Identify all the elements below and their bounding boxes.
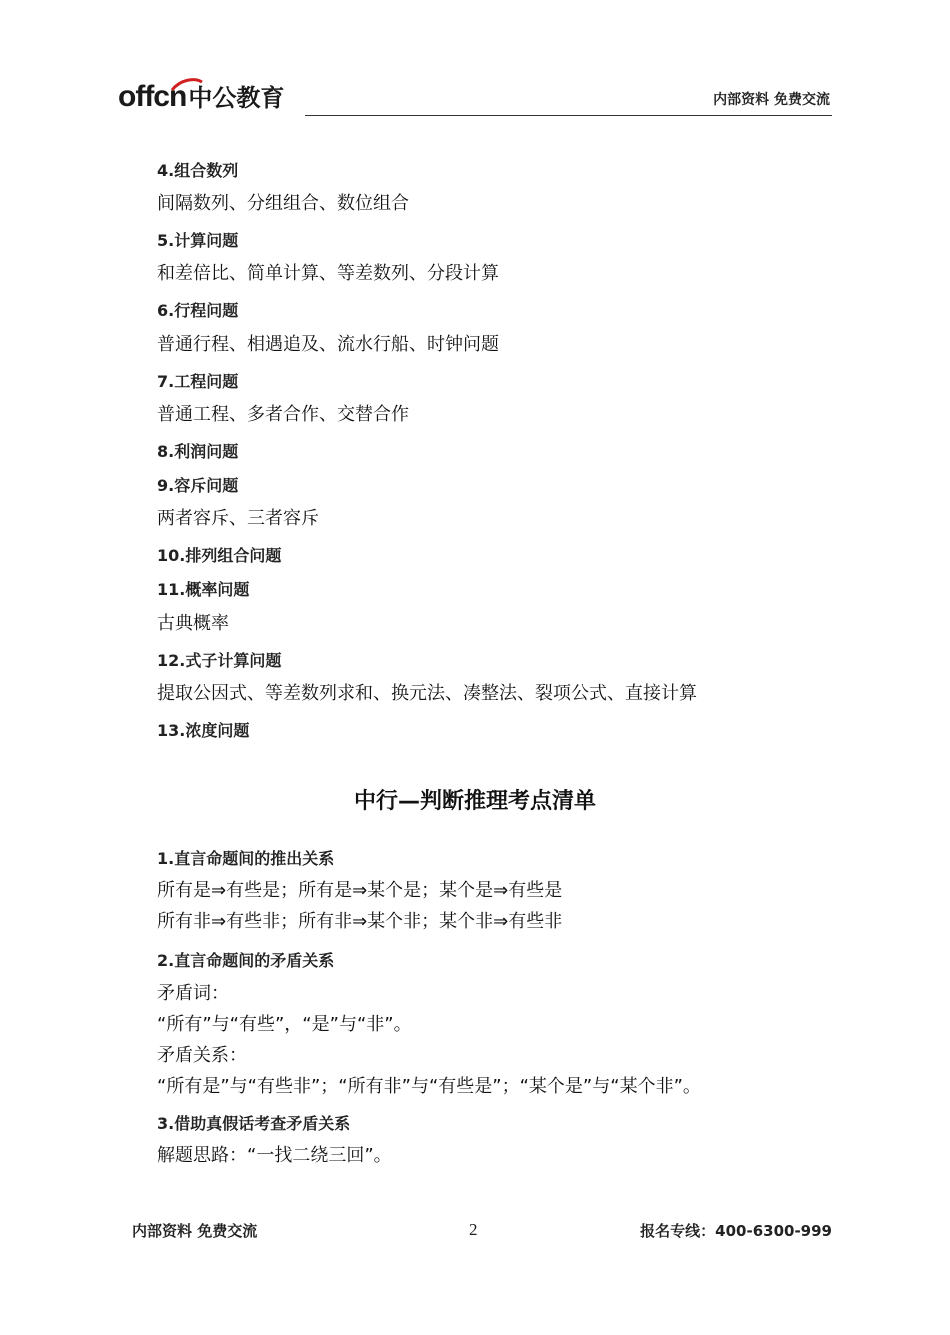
- section-heading: 4.组合数列: [157, 161, 239, 180]
- section-heading: 8.利润问题: [157, 442, 239, 461]
- reasoning-body: 所有是⇒有些是；所有是⇒某个是；某个是⇒有些是: [157, 880, 563, 901]
- reasoning-body: 所有非⇒有些非；所有非⇒某个非；某个非⇒有些非: [157, 911, 563, 932]
- reasoning-heading: 2.直言命题间的矛盾关系: [157, 951, 335, 970]
- section-heading: 9.容斥问题: [157, 476, 239, 495]
- reasoning-heading: 3.借助真假话考查矛盾关系: [157, 1114, 351, 1133]
- page-number: 2: [469, 1220, 478, 1239]
- logo-latin-text: offcn: [118, 80, 187, 113]
- reasoning-body: “所有是”与“有些非”；“所有非”与“有些是”；“某个是”与“某个非”。: [157, 1076, 701, 1097]
- section-body: 间隔数列、分组组合、数位组合: [157, 193, 409, 214]
- header-tag: 内部资料 免费交流: [713, 92, 830, 108]
- section-heading: 6.行程问题: [157, 301, 239, 320]
- footer-left-tag: 内部资料 免费交流: [132, 1222, 258, 1240]
- reasoning-body: 矛盾关系：: [157, 1045, 247, 1066]
- section-title: 中行—判断推理考点清单: [353, 789, 596, 814]
- section-body: 古典概率: [157, 613, 229, 634]
- reasoning-body: 解题思路：“一找二绕三回”。: [157, 1145, 392, 1166]
- section-body: 两者容斥、三者容斥: [157, 508, 319, 529]
- section-heading: 13.浓度问题: [157, 721, 250, 740]
- reasoning-body: “所有”与“有些”，“是”与“非”。: [157, 1014, 412, 1035]
- header-divider: [305, 115, 832, 116]
- section-heading: 5.计算问题: [157, 231, 239, 250]
- logo-chinese-text: 中公教育: [188, 84, 285, 112]
- section-heading: 7.工程问题: [157, 372, 239, 391]
- section-body: 普通行程、相遇追及、流水行船、时钟问题: [157, 334, 499, 355]
- section-body: 普通工程、多者合作、交替合作: [157, 404, 409, 425]
- section-body: 提取公因式、等差数列求和、换元法、凑整法、裂项公式、直接计算: [157, 683, 697, 704]
- section-heading: 11.概率问题: [157, 580, 250, 599]
- section-body: 和差倍比、简单计算、等差数列、分段计算: [157, 263, 499, 284]
- section-heading: 10.排列组合问题: [157, 546, 282, 565]
- section-heading: 12.式子计算问题: [157, 651, 282, 670]
- reasoning-body: 矛盾词：: [157, 983, 229, 1004]
- footer-hotline: 报名专线：400-6300-999: [640, 1222, 832, 1240]
- logo-swoosh-icon: [170, 78, 204, 92]
- offcn-logo: [118, 78, 284, 118]
- reasoning-heading: 1.直言命题间的推出关系: [157, 849, 335, 868]
